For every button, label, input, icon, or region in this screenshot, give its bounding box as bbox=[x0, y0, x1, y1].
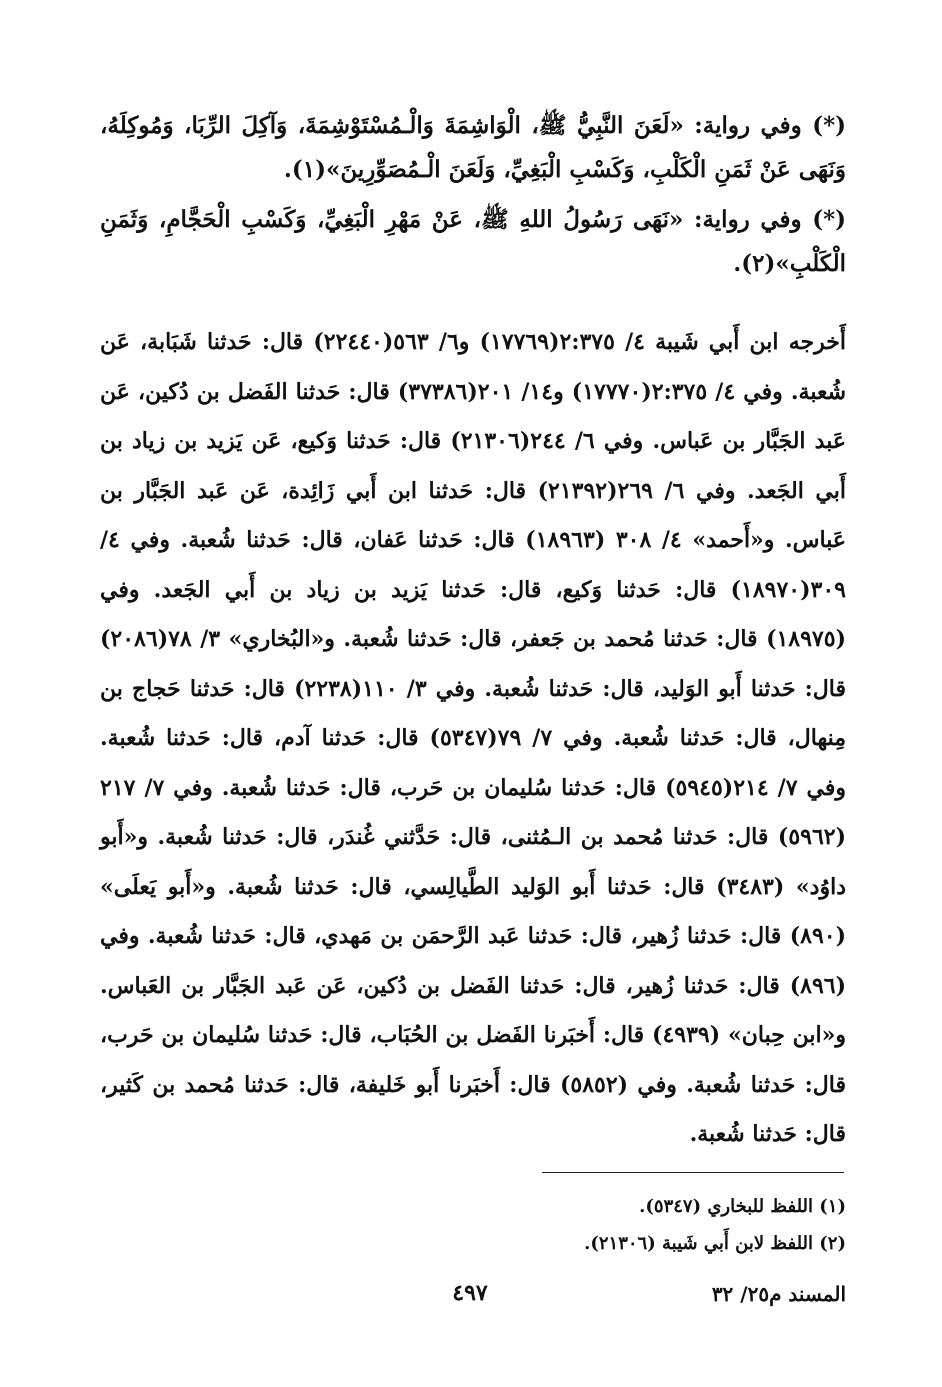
footnote-divider bbox=[542, 1172, 844, 1173]
volume-signature: المسند م٢٥/ ٣٢ bbox=[711, 1282, 846, 1306]
page-number: ٤٩٧ bbox=[452, 1280, 488, 1306]
narration-paragraph: (*) وفي رواية: «لَعَنَ النَّبِيُّ ﷺ، الْوَاشِمَةَ وَالْـمُسْتَوْشِمَةَ، وَآكِلَ الرِّبَا، وَمُوكِلَهُ، وَنَهَى عَنْ ثَمَنِ الْكَلْبِ، وَكَسْبِ الْبَغِيِّ، وَلَعَنَ الْـمُصَوِّرِينَ»(١). bbox=[100, 112, 846, 183]
takhrij-section bbox=[100, 318, 846, 1160]
footnotes-section bbox=[100, 1188, 846, 1262]
narrations-section bbox=[100, 104, 846, 292]
narration-paragraph: (*) وفي رواية: «نَهَى رَسُولُ اللهِ ﷺ، عَنْ مَهْرِ الْبَغِيِّ، وَكَسْبِ الْحَجَّامِ، وَثَمَنِ الْكَلْبِ»(٢). bbox=[100, 206, 846, 277]
takhrij-paragraph: أَخرجه ابن أَبي شَيبة ٤/ ٢:٣٧٥(١٧٧٦٩) و٦/ ٥٦٣(٢٢٤٤٠) قال: حَدثنا شَبَابة، عَن شُعبة. وفي ٤/ ٢:٣٧٥(١٧٧٧٠) و١٤/ ٢٠١(٣٧٣٨٦) قال: حَدثنا الفَضل بن دُكين، عَن عَبد الجَبَّار بن عَباس. وفي ٦/ ٢٤٤(٢١٣٠٦) قال: حَدثنا وَكيع، عَن يَزيد بن زياد بن أَبي الجَعد. وفي ٦/ ٢٦٩(٢١٣٩٢) قال: حَدثنا ابن أَبي زَائِدة، عَن عَبد الجَبَّار بن عَباس. و«أَحمد» ٤/ ٣٠٨ (١٨٩٦٣) قال: حَدثنا عَفان، قال: حَدثنا شُعبة. وفي ٤/ ٣٠٩(١٨٩٧٠) قال: حَدثنا وَكيع، قال: حَدثنا يَزيد بن زياد بن أَبي الجَعد. وفي (١٨٩٧٥) قال: حَدثنا مُحمد بن جَعفر، قال: حَدثنا شُعبة. و«البُخاري» ٣/ ٧٨(٢٠٨٦) قال: حَدثنا أَبو الوَليد، قال: حَدثنا شُعبة. وفي ٣/ ١١٠(٢٢٣٨) قال: حَدثنا حَجاج بن مِنهال، قال: حَدثنا شُعبة. وفي ٧/ ٧٩(٥٣٤٧) قال: حَدثنا آدم، قال: حَدثنا شُعبة. وفي ٧/ ٢١٤(٥٩٤٥) قال: حَدثنا سُليمان بن حَرب، قال: حَدثنا شُعبة. وفي ٧/ ٢١٧ (٥٩٦٢) قال: حَدثنا مُحمد بن الـمُثنى، قال: حَدَّثني غُندَر، قال: حَدثنا شُعبة. و«أَبو داوُد» (٣٤٨٣) قال: حَدثنا أَبو الوَليد الطَّيالِسي، قال: حَدثنا شُعبة. و«أَبو يَعلَى» (٨٩٠) قال: حَدثنا زُهير، قال: حَدثنا عَبد الرَّحمَن بن مَهدي، قال: حَدثنا شُعبة. وفي (٨٩٦) قال: حَدثنا زُهير، قال: حَدثنا الفَضل بن دُكين، عَن عَبد الجَبَّار بن العَباس. و«ابن حِبان» (٤٩٣٩) قال: أَخبَرنا الفَضل بن الحُبَاب، قال: حَدثنا سُليمان بن حَرب، قال: حَدثنا شُعبة. وفي (٥٨٥٢) قال: أَخبَرنا أَبو خَليفة، قال: حَدثنا مُحمد بن كَثير، قال: حَدثنا شُعبة. bbox=[100, 329, 847, 1147]
footnote-2: (٢) اللفظ لابن أَبي شَيبة (٢١٣٠٦). bbox=[584, 1233, 846, 1254]
footnote-1: (١) اللفظ للبخاري (٥٣٤٧). bbox=[639, 1196, 846, 1217]
